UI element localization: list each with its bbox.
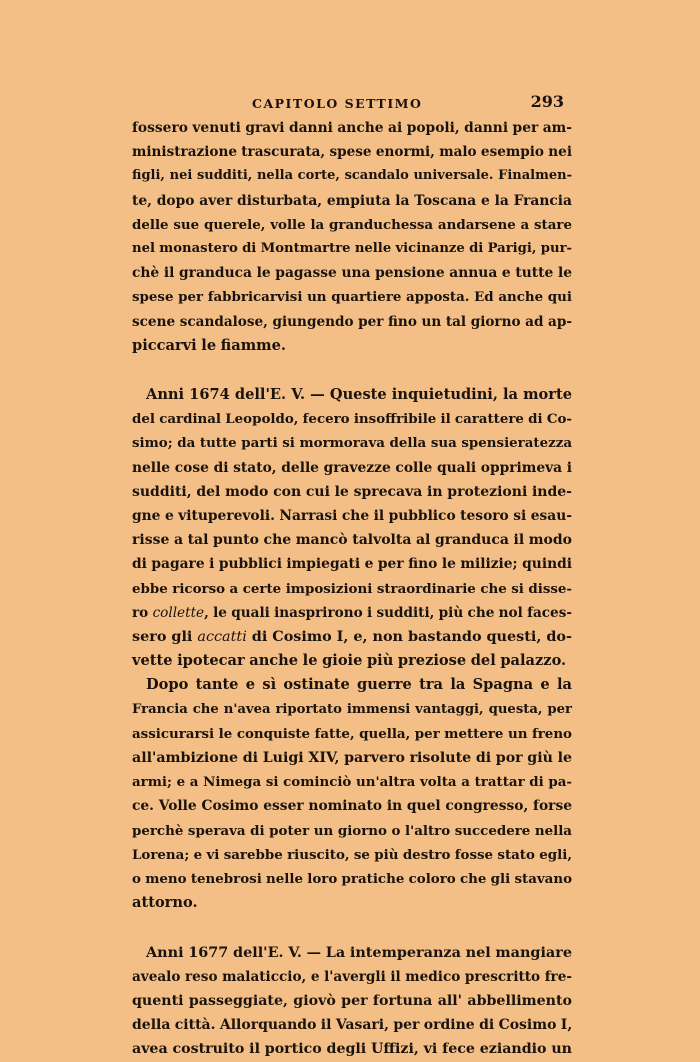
text-line: ebbe ricorso a certe imposizioni straordinarie che si disse-	[132, 580, 572, 597]
text-line: della città. Allorquando il Vasari, per ordine di Cosimo I,	[132, 1017, 573, 1034]
text-line: delle sue querele, volle la granduchessa andarsene a stare	[132, 216, 572, 233]
text-line: fossero venuti gravi danni anche ai popoli, danni per am-	[132, 120, 572, 136]
text-line: Dopo tante e sì ostinate guerre tra la Spagna e la	[146, 676, 572, 694]
paragraph-3	[132, 673, 572, 915]
text-line: scene scandalose, giungendo per fino un tal giorno ad ap-	[132, 313, 572, 330]
text-line: avea costruito il portico degli Uffizi, vi fece eziandio un	[132, 1041, 572, 1058]
text-line: nel monastero di Montmartre nelle vicinanze di Parigi, pur-	[132, 241, 572, 257]
text-line: figli, nei sudditi, nella corte, scandalo universale. Finalmen-	[132, 168, 572, 184]
text-line: Anni 1677 dell'E. V. — La intemperanza nel mangiare	[146, 943, 572, 961]
text-line: Francia che n'avea riportato immensi vantaggi, questa, per	[132, 701, 572, 717]
text-line: gne e vituperevoli. Narrasi che il pubblico tesoro si esau-	[132, 508, 572, 525]
text-line: vette ipotecar anche le gioie più preziose del palazzo.	[132, 652, 567, 670]
text-line: chè il granduca le pagasse una pensione annua e tutte le	[132, 265, 572, 282]
text-line: Anni 1674 dell'E. V. — Queste inquietudini, la morte	[146, 386, 572, 404]
paragraph-2	[132, 383, 572, 673]
paragraph-4	[132, 941, 572, 1062]
page-number: 293	[530, 92, 564, 111]
text-line: sero gli accatti di Cosimo I, e, non bastando questi, do-	[132, 628, 572, 646]
text-line: sudditi, del modo con cui le sprecava in protezioni inde-	[132, 483, 572, 500]
text-line: quenti passeggiate, giovò per fortuna all' abbellimento	[132, 992, 572, 1009]
text-line: ro collette, le quali inasprirono i sudditi, più che nol faces-	[132, 604, 572, 621]
paragraph-1	[132, 116, 572, 358]
chapter-title: CAPITOLO SETTIMO	[252, 96, 423, 111]
text-line: attorno.	[132, 894, 198, 912]
text-line: avealo reso malaticcio, e l'avergli il medico prescritto fre-	[132, 968, 572, 985]
text-line: ministrazione trascurata, spese enormi, malo esempio nei	[132, 144, 572, 161]
text-line: assicurarsi le conquiste fatte, quella, per mettere un freno	[132, 725, 572, 742]
text-line: piccarvi le fiamme.	[132, 336, 286, 354]
text-line: armi; e a Nimega si cominciò un'altra volta a trattar di pa-	[132, 774, 572, 791]
text-line: o meno tenebrosi nelle loro pratiche coloro che gli stavano	[132, 871, 572, 888]
text-line: di pagare i pubblici impiegati e per fino le milizie; quindi	[132, 556, 572, 573]
text-line: Lorena; e vi sarebbe riuscito, se più destro fosse stato egli,	[132, 846, 572, 863]
text-line: risse a tal punto che mancò talvolta al granduca il modo	[132, 532, 572, 549]
text-line: nelle cose di stato, delle gravezze colle quali opprimeva i	[132, 459, 572, 476]
text-line: ce. Volle Cosimo esser nominato in quel congresso, forse	[132, 798, 572, 815]
running-header	[132, 92, 572, 116]
text-line: del cardinal Leopoldo, fecero insoffribile il carattere di Co-	[132, 411, 572, 428]
text-line: spese per fabbricarvisi un quartiere apposta. Ed anche qui	[132, 289, 572, 306]
text-line: all'ambizione di Luigi XIV, parvero risolute di por giù le	[132, 750, 572, 767]
text-line: simo; da tutte parti si mormorava della sua spensieratezza	[132, 435, 572, 452]
text-line: te, dopo aver disturbata, empiuta la Toscana e la Francia	[132, 192, 572, 209]
text-line: perchè sperava di poter un giorno o l'altro succedere nella	[132, 822, 572, 839]
